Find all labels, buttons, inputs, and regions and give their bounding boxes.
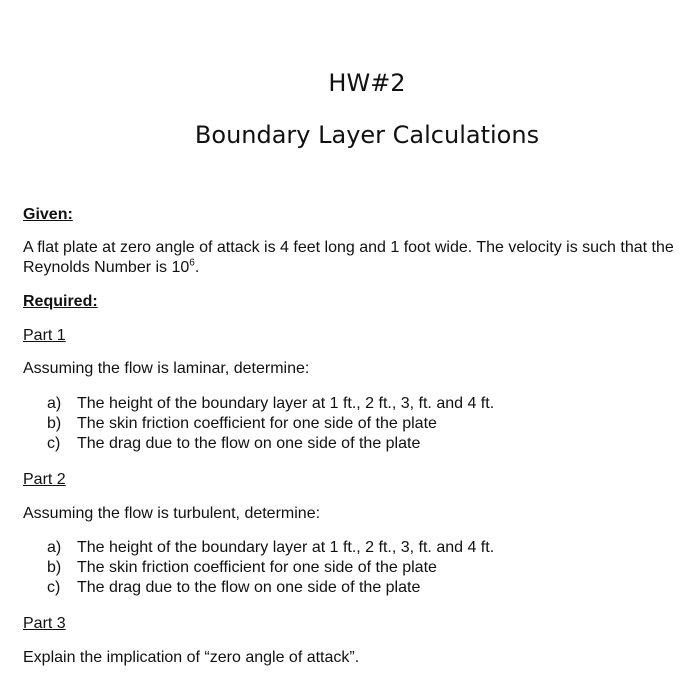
- required-heading: Required:: [23, 293, 98, 310]
- part-2-list: [47, 538, 494, 598]
- list-marker: c): [47, 579, 61, 596]
- list-item-text: The skin friction coefficient for one side of the plate: [77, 559, 437, 576]
- list-marker: a): [47, 539, 62, 556]
- list-item-text: The skin friction coefficient for one side of the plate: [77, 415, 437, 432]
- list-item: [47, 578, 494, 598]
- given-text-end: .: [194, 259, 200, 276]
- list-item: [47, 538, 494, 558]
- part-1-list: [47, 394, 494, 454]
- list-item-text: The drag due to the flow on one side of the plate: [77, 435, 421, 452]
- reynolds-exponent: 6: [189, 257, 195, 269]
- list-item-text: The drag due to the flow on one side of the plate: [77, 579, 421, 596]
- list-item-text: The height of the boundary layer at 1 ft., 2 ft., 3, ft. and 4 ft.: [77, 539, 495, 556]
- list-marker: b): [47, 415, 62, 432]
- part-1-label: Part 1: [23, 327, 66, 344]
- part-3-intro: Explain the implication of “zero angle of attack”.: [23, 649, 360, 666]
- list-item: [47, 434, 494, 454]
- given-paragraph: [23, 238, 688, 278]
- given-heading: Given:: [23, 206, 73, 223]
- list-marker: a): [47, 395, 62, 412]
- list-item: [47, 394, 494, 414]
- list-item: [47, 414, 494, 434]
- part-2-intro: Assuming the flow is turbulent, determine:: [23, 505, 321, 522]
- list-item: [47, 558, 494, 578]
- page-title: HW#2: [328, 69, 406, 97]
- given-text: A flat plate at zero angle of attack is 4 feet long and 1 foot wide. The velocity is such that the Reynolds Number is 10: [23, 239, 674, 276]
- part-3-label: Part 3: [23, 615, 66, 632]
- list-item-text: The height of the boundary layer at 1 ft., 2 ft., 3, ft. and 4 ft.: [77, 395, 495, 412]
- page-subtitle: Boundary Layer Calculations: [194, 121, 540, 149]
- part-2-label: Part 2: [23, 471, 66, 488]
- part-1-intro: Assuming the flow is laminar, determine:: [23, 360, 310, 377]
- list-marker: c): [47, 435, 61, 452]
- list-marker: b): [47, 559, 62, 576]
